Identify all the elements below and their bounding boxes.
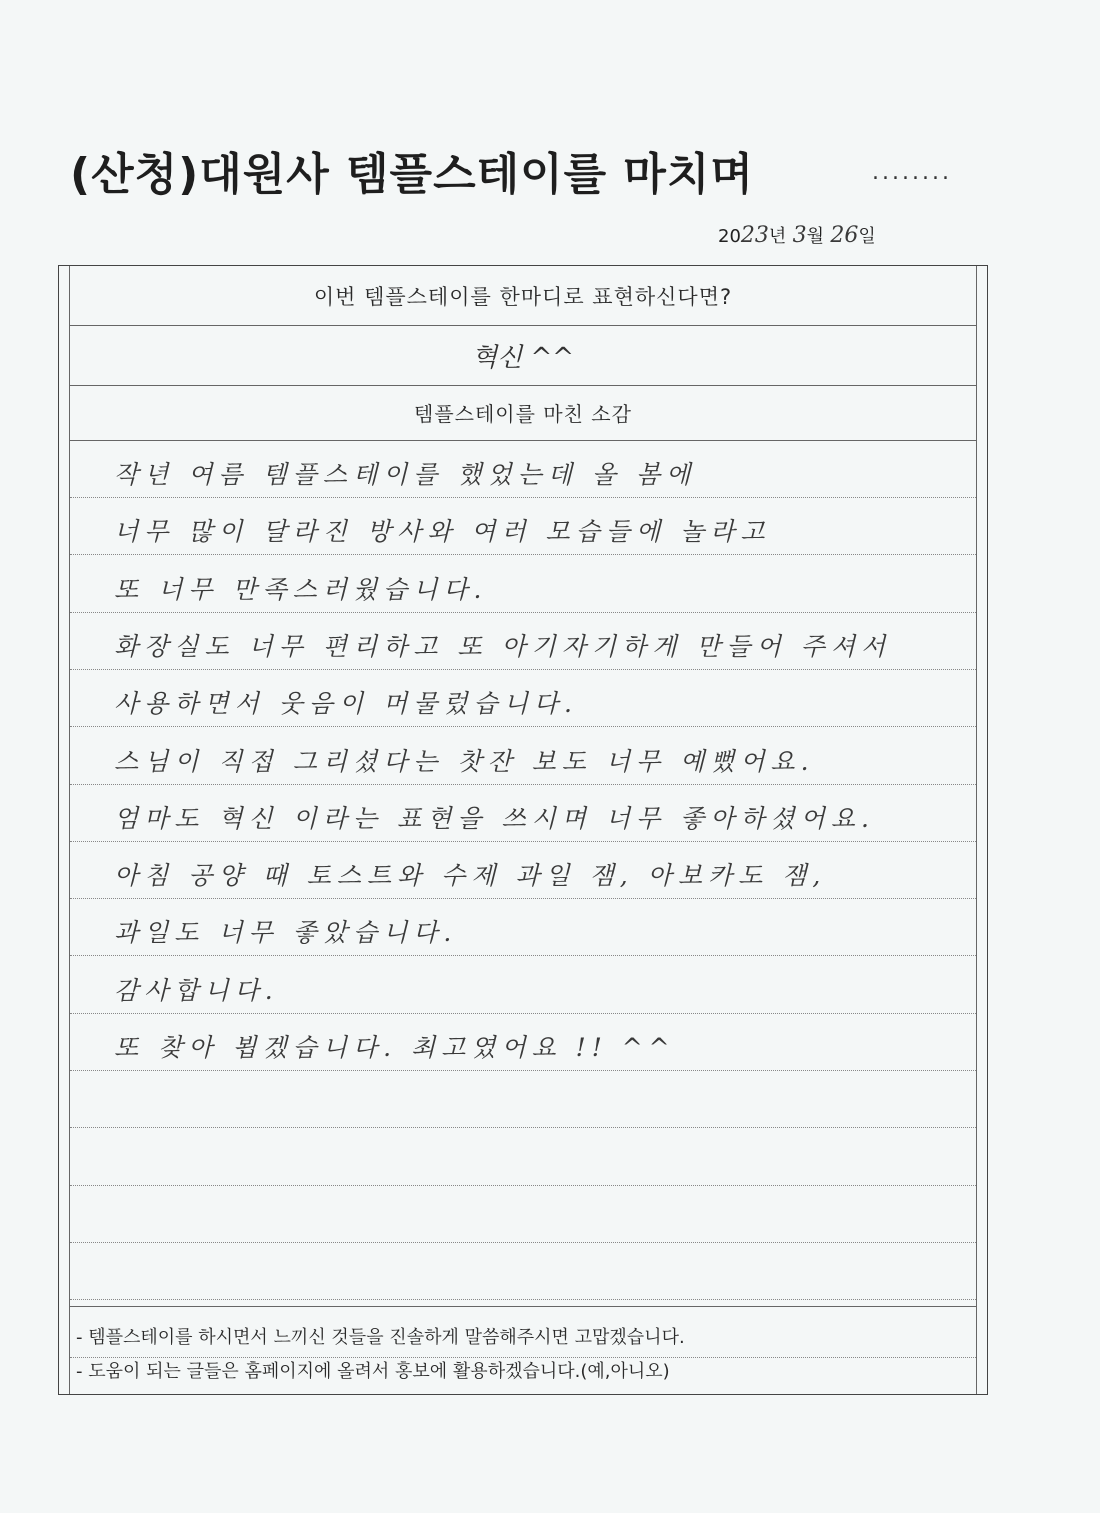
handwritten-line: 사용하면서 웃음이 머물렀습니다. — [114, 689, 578, 719]
handwritten-line: 작년 여름 템플스테이를 했었는데 올 봄에 — [114, 460, 697, 489]
date-day-handwritten: 26 — [830, 223, 859, 248]
handwritten-line: 과일도 너무 좋았습니다. — [114, 918, 458, 948]
ruled-line — [70, 497, 976, 555]
note-line: - 도움이 되는 글들은 홈페이지에 올려서 홍보에 활용하겠습니다.(예,아니오) — [76, 1361, 670, 1382]
handwritten-line: 아침 공양 때 토스트와 수제 과일 잼, 아보카도 잼, — [114, 861, 827, 891]
ruled-line — [70, 1013, 976, 1071]
handwritten-line: 화장실도 너무 편리하고 또 아기자기하게 만들어 주셔서 — [114, 631, 892, 661]
date-line — [718, 222, 876, 248]
ruled-line — [70, 1242, 976, 1300]
question-one-line: 이번 템플스테이를 한마디로 표현하신다면? — [70, 266, 976, 326]
ruled-line — [70, 669, 976, 727]
ruled-line — [70, 898, 976, 956]
answer-one-line: 혁신 ^^ — [70, 325, 976, 386]
date-day-label: 일 — [858, 226, 876, 247]
date-month-label: 월 — [806, 226, 825, 247]
note-line: - 템플스테이를 하시면서 느끼신 것들을 진솔하게 말씀해주시면 고맙겠습니다. — [76, 1327, 685, 1348]
question-impressions: 템플스테이를 마친 소감 — [70, 385, 976, 441]
title-dots: ........ — [872, 160, 952, 185]
ruled-line — [70, 841, 976, 899]
handwritten-line: 엄마도 혁신 이라는 표현을 쓰시며 너무 좋아하셨어요. — [114, 803, 875, 833]
date-year-handwritten: 23 — [740, 223, 769, 248]
ruled-line — [70, 612, 976, 670]
form-inner-box — [69, 266, 977, 1394]
handwritten-line: 너무 많이 달라진 방사와 여러 모습들에 놀라고 — [114, 517, 771, 547]
ruled-line — [70, 1185, 976, 1243]
ruled-line — [70, 956, 976, 1014]
handwritten-line: 또 찾아 뵙겠습니다. 최고였어요 !! ^^ — [114, 1033, 676, 1062]
ruled-line — [70, 784, 976, 842]
ruled-line — [70, 555, 976, 613]
handwritten-line: 감사합니다. — [114, 975, 279, 1005]
date-year-prefix: 20 — [718, 226, 741, 247]
date-year-label: 년 — [768, 226, 787, 247]
handwritten-line: 또 너무 만족스러웠습니다. — [114, 574, 488, 604]
survey-form — [58, 265, 988, 1395]
page-title: (산청)대원사 템플스테이를 마치며 — [70, 149, 754, 200]
handwritten-line: 스님이 직접 그리셨다는 찻잔 보도 너무 예뻤어요. — [114, 746, 815, 776]
date-month-handwritten: 3 — [792, 223, 807, 248]
ruled-line — [70, 1070, 976, 1128]
ruled-line — [70, 1128, 976, 1186]
ruled-line — [70, 440, 976, 498]
form-notes — [70, 1306, 976, 1394]
ruled-line — [70, 727, 976, 785]
